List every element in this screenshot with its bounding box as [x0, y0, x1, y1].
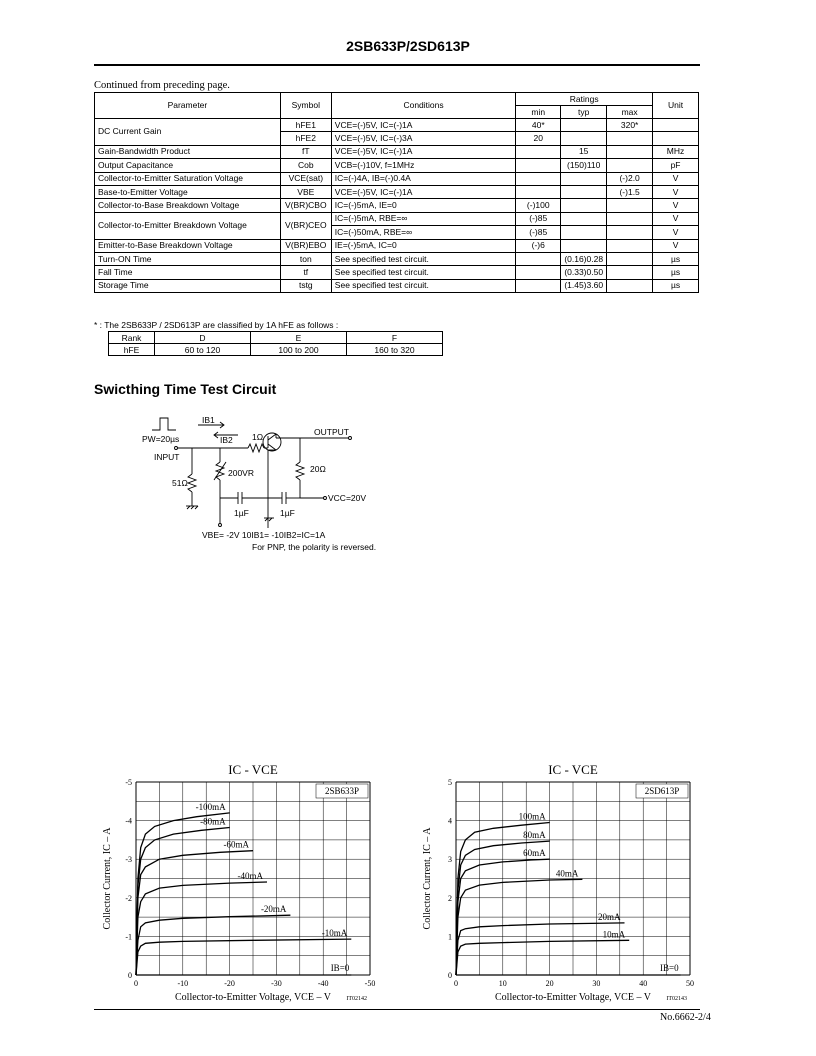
cell-unit: V: [653, 185, 699, 198]
ic-vce-chart-2sb633p: [90, 760, 390, 1010]
cell-conditions: VCE=(-)5V, IC=(-)3A: [331, 132, 516, 145]
y-tick-label: 3: [448, 855, 452, 865]
cell-typ: (1.45)3.60: [561, 279, 607, 292]
cell-unit: [653, 132, 699, 145]
transistor-icon: [263, 433, 281, 451]
y-tick-label: -3: [125, 855, 132, 865]
resistor-1ohm-icon: [248, 444, 264, 452]
series-line: [456, 923, 625, 975]
device-label: 2SD613P: [644, 786, 680, 796]
switching-title: Swicthing Time Test Circuit: [94, 381, 277, 397]
cell-min: [516, 266, 561, 279]
rank-d: D: [155, 332, 251, 344]
cell-max: [607, 266, 653, 279]
cell-max: [607, 279, 653, 292]
y-tick-label: -1: [125, 932, 132, 942]
series-label: 60mA: [523, 848, 546, 859]
series-label: -80mA: [200, 816, 226, 827]
cell-typ: [561, 185, 607, 198]
cell-symbol: hFE2: [280, 132, 331, 145]
cell-parameter: Collector-to-Base Breakdown Voltage: [95, 199, 281, 212]
cell-typ: [561, 212, 607, 225]
x-tick-label: 0: [134, 979, 138, 988]
x-tick-label: 20: [545, 979, 554, 988]
cell-max: [607, 199, 653, 212]
spec-header-row: [95, 93, 699, 106]
series-label: -40mA: [237, 870, 264, 881]
series-line: [456, 940, 629, 975]
cell-typ: [561, 119, 607, 132]
cell-conditions: See specified test circuit.: [331, 252, 516, 265]
cell-conditions: IC=(-)4A, IB=(-)0.4A: [331, 172, 516, 185]
cell-parameter: Storage Time: [95, 279, 281, 292]
c1-label: 1µF: [234, 508, 249, 518]
table-row: [95, 172, 699, 185]
x-tick-label: -30: [271, 979, 282, 988]
cell-max: 320*: [607, 119, 653, 132]
table-row: [95, 212, 699, 225]
ic-vce-chart-2sd613p: [410, 760, 710, 1010]
cell-min: 20: [516, 132, 561, 145]
series-line: [136, 851, 253, 975]
cell-typ: (0.33)0.50: [561, 266, 607, 279]
hfe-row: [109, 344, 443, 356]
cell-conditions: IC=(-)5mA, RBE=∞: [331, 212, 516, 225]
ib1-label: IB1: [202, 415, 215, 425]
r51-label: 51Ω: [172, 478, 188, 488]
series-line: [136, 939, 351, 975]
x-axis-label: Collector-to-Emitter Voltage, VCE – V: [495, 992, 651, 1003]
cell-parameter: Output Capacitance: [95, 159, 281, 172]
cell-parameter: Collector-to-Emitter Breakdown Voltage: [95, 212, 281, 239]
cell-unit: V: [653, 212, 699, 225]
cell-min: (-)6: [516, 239, 561, 252]
vcc-label: VCC=20V: [328, 493, 367, 503]
cell-max: [607, 226, 653, 239]
series-label: 20mA: [597, 911, 621, 922]
y-tick-label: -4: [125, 816, 132, 826]
figure-code: IT02143: [666, 996, 687, 1002]
spec-table: [94, 92, 699, 293]
output-label: OUTPUT: [314, 427, 349, 437]
series-label: IB=0: [660, 963, 679, 973]
figure-code: IT02142: [346, 996, 367, 1002]
cell-min: [516, 185, 561, 198]
cell-conditions: VCE=(-)5V, IC=(-)1A: [331, 145, 516, 158]
cell-symbol: fT: [280, 145, 331, 158]
input-label: INPUT: [154, 452, 180, 462]
table-row: [95, 252, 699, 265]
cell-min: [516, 159, 561, 172]
chart-title: IC - VCE: [548, 762, 598, 777]
cell-parameter: Collector-to-Emitter Saturation Voltage: [95, 172, 281, 185]
header-typ: typ: [561, 106, 607, 119]
cell-parameter: Gain-Bandwidth Product: [95, 145, 281, 158]
pulse-icon: [152, 418, 176, 430]
cell-parameter: Emitter-to-Base Breakdown Voltage: [95, 239, 281, 252]
cell-min: [516, 252, 561, 265]
cell-min: 40*: [516, 119, 561, 132]
cell-conditions: See specified test circuit.: [331, 279, 516, 292]
cell-parameter: Base-to-Emitter Voltage: [95, 185, 281, 198]
rank-table: [108, 331, 443, 356]
cell-typ: [561, 239, 607, 252]
cell-unit: pF: [653, 159, 699, 172]
rank-label: Rank: [109, 332, 155, 344]
page-title: 2SB633P/2SD613P: [346, 38, 470, 54]
table-row: [95, 185, 699, 198]
hfe-label: hFE: [109, 344, 155, 356]
cell-min: (-)85: [516, 212, 561, 225]
cell-symbol: V(BR)CBO: [280, 199, 331, 212]
resistor-51ohm-icon: [188, 474, 196, 492]
cell-symbol: tstg: [280, 279, 331, 292]
device-label: 2SB633P: [324, 786, 360, 796]
y-axis-label: Collector Current, IC – A: [102, 827, 113, 930]
header-unit: Unit: [653, 93, 699, 119]
cell-min: [516, 145, 561, 158]
x-tick-label: -50: [364, 979, 376, 988]
cell-typ: [561, 132, 607, 145]
hfe-e: 100 to 200: [251, 344, 347, 356]
cell-conditions: IE=(-)5mA, IC=0: [331, 239, 516, 252]
series-label: 80mA: [523, 830, 546, 841]
cell-max: [607, 252, 653, 265]
c2-label: 1µF: [280, 508, 295, 518]
rank-row: [109, 332, 443, 344]
header-rule: [94, 64, 700, 66]
x-tick-label: -40: [317, 979, 329, 988]
cell-min: (-)85: [516, 226, 561, 239]
rank-e: E: [251, 332, 347, 344]
series-label: 10mA: [602, 929, 626, 940]
rank-f: F: [347, 332, 443, 344]
cell-max: [607, 239, 653, 252]
cell-max: (-)2.0: [607, 172, 653, 185]
page-number: No.6662-2/4: [660, 1012, 711, 1023]
header-min: min: [516, 106, 561, 119]
y-tick-label: -2: [125, 893, 132, 903]
y-tick-label: 0: [448, 971, 452, 980]
table-row: [95, 266, 699, 279]
cell-symbol: ton: [280, 252, 331, 265]
cell-min: [516, 279, 561, 292]
table-row: [95, 199, 699, 212]
cell-unit: V: [653, 199, 699, 212]
cell-typ: [561, 226, 607, 239]
y-tick-label: 0: [128, 971, 132, 980]
x-tick-label: 10: [498, 979, 507, 988]
cell-typ: [561, 199, 607, 212]
header-conditions: Conditions: [331, 93, 516, 119]
y-tick-label: 2: [448, 893, 452, 903]
cell-unit: µs: [653, 252, 699, 265]
cell-max: [607, 212, 653, 225]
pw-label: PW=20µs: [142, 434, 180, 444]
y-tick-label: 1: [448, 932, 452, 942]
series-label: -10mA: [321, 928, 348, 939]
r200-label: 200VR: [228, 468, 254, 478]
chart-title: IC - VCE: [228, 762, 278, 777]
series-label: 40mA: [555, 868, 579, 879]
cell-symbol: V(BR)CEO: [280, 212, 331, 239]
cell-typ: [561, 172, 607, 185]
pnp-note: For PNP, the polarity is reversed.: [252, 542, 377, 552]
cell-unit: V: [653, 226, 699, 239]
cell-max: [607, 132, 653, 145]
cell-max: [607, 159, 653, 172]
cell-symbol: VBE: [280, 185, 331, 198]
x-tick-label: 30: [592, 979, 601, 988]
cell-parameter: DC Current Gain: [95, 119, 281, 146]
header-symbol: Symbol: [280, 93, 331, 119]
cell-conditions: VCE=(-)5V, IC=(-)1A: [331, 185, 516, 198]
series-label: -20mA: [260, 904, 287, 915]
header-parameter: Parameter: [95, 93, 281, 119]
cell-min: [516, 172, 561, 185]
resistor-20ohm-icon: [296, 462, 304, 480]
cell-unit: µs: [653, 279, 699, 292]
table-row: [95, 159, 699, 172]
cell-conditions: IC=(-)50mA, RBE=∞: [331, 226, 516, 239]
r1-label: 1Ω: [252, 432, 264, 442]
cell-unit: [653, 119, 699, 132]
cell-unit: V: [653, 172, 699, 185]
footer-rule: [94, 1009, 700, 1010]
cell-unit: V: [653, 239, 699, 252]
cell-unit: µs: [653, 266, 699, 279]
cell-symbol: Cob: [280, 159, 331, 172]
cell-unit: MHz: [653, 145, 699, 158]
y-tick-label: -5: [125, 778, 132, 787]
cell-conditions: See specified test circuit.: [331, 266, 516, 279]
table-row: [95, 145, 699, 158]
table-row: [95, 239, 699, 252]
cell-max: (-)1.5: [607, 185, 653, 198]
classification-note: * : The 2SB633P / 2SD613P are classified by 1A hFE as follows :: [94, 320, 339, 330]
series-line: [136, 882, 267, 975]
table-row: [95, 119, 699, 132]
y-tick-label: 4: [448, 816, 452, 826]
x-axis-label: Collector-to-Emitter Voltage, VCE – V: [175, 992, 331, 1003]
header-max: max: [607, 106, 653, 119]
series-label: -100mA: [195, 801, 226, 812]
conditions-label: VBE= -2V 10IB1= -10IB2=IC=1A: [202, 530, 326, 540]
cell-typ: 15: [561, 145, 607, 158]
x-tick-label: 0: [454, 979, 458, 988]
cell-symbol: tf: [280, 266, 331, 279]
x-tick-label: -20: [224, 979, 235, 988]
series-label: -60mA: [223, 839, 249, 850]
y-axis-label: Collector Current, IC – A: [422, 827, 433, 930]
r20-label: 20Ω: [310, 464, 326, 474]
x-tick-label: 50: [686, 979, 694, 988]
ib2-label: IB2: [220, 435, 233, 445]
cell-typ: (150)110: [561, 159, 607, 172]
cell-symbol: VCE(sat): [280, 172, 331, 185]
cell-parameter: Fall Time: [95, 266, 281, 279]
cell-conditions: IC=(-)5mA, IE=0: [331, 199, 516, 212]
series-label: 100mA: [518, 811, 546, 822]
y-tick-label: 5: [448, 778, 452, 787]
x-tick-label: 40: [639, 979, 648, 988]
cell-parameter: Turn-ON Time: [95, 252, 281, 265]
switching-circuit-diagram: [120, 410, 420, 560]
header-ratings: Ratings: [516, 93, 653, 106]
cell-typ: (0.16)0.28: [561, 252, 607, 265]
x-tick-label: -10: [177, 979, 189, 988]
table-row: [95, 279, 699, 292]
cell-conditions: VCB=(-)10V, f=1MHz: [331, 159, 516, 172]
hfe-f: 160 to 320: [347, 344, 443, 356]
series-label: IB=0: [330, 963, 350, 973]
cell-symbol: V(BR)EBO: [280, 239, 331, 252]
hfe-d: 60 to 120: [155, 344, 251, 356]
cell-min: (-)100: [516, 199, 561, 212]
continued-note: Continued from preceding page.: [94, 80, 230, 91]
cell-conditions: VCE=(-)5V, IC=(-)1A: [331, 119, 516, 132]
cell-max: [607, 145, 653, 158]
cell-symbol: hFE1: [280, 119, 331, 132]
